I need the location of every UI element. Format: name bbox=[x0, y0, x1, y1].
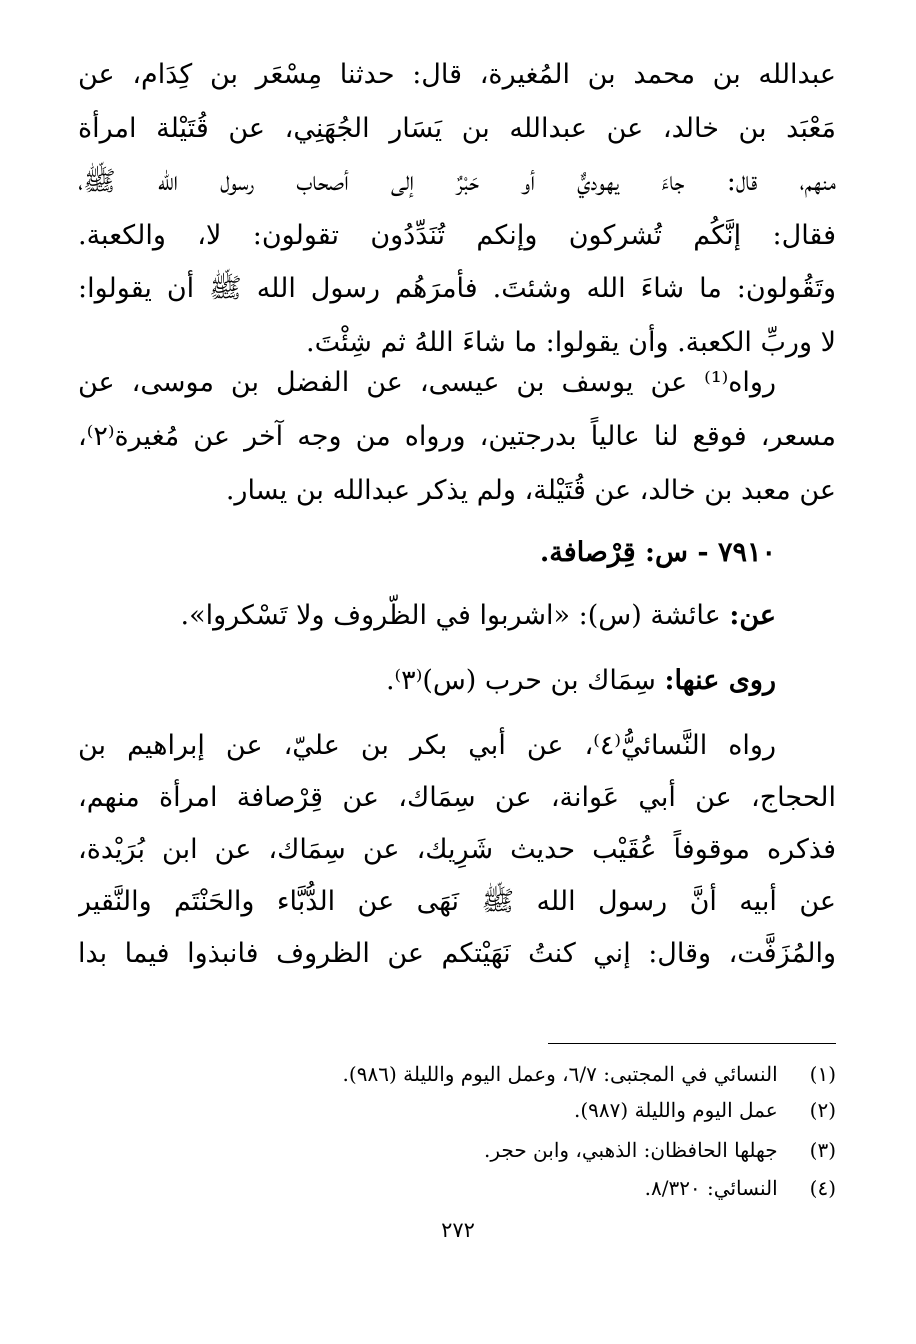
footnote bbox=[78, 1098, 836, 1122]
text-line: مسعر، فوقع لنا عالياً بدرجتين، ورواه من وجه آخر عن مُغيرة⁽٢⁾، bbox=[78, 421, 836, 452]
footnote bbox=[78, 1176, 836, 1200]
text-line: الحجاج، عن أبي عَوانة، عن سِمَاك، عن قِرْصافة امرأة منهم، bbox=[78, 782, 836, 813]
hadith-paragraph-1 bbox=[78, 48, 836, 369]
text-line: رواه النَّسائيُّ⁽٤⁾، عن أبي بكر بن عليّ، عن إبراهيم بن bbox=[78, 730, 776, 761]
text-line: لا وربِّ الكعبة. وأن يقولوا: ما شاءَ اللهُ ثم شِئْتَ. bbox=[306, 326, 836, 358]
text-line: رواه⁽¹⁾ عن يوسف بن عيسى، عن الفضل بن موسى، عن bbox=[78, 367, 776, 398]
text-line: عبدالله بن محمد بن المُغيرة، قال: حدثنا مِسْعَر بن كِدَام، عن bbox=[78, 59, 836, 90]
footnote-text: جهلها الحافظان: الذهبي، وابن حجر. bbox=[484, 1138, 778, 1162]
text-line: منهم، قال: جاءَ يهوديٌّ أو حَبْرٌ إلى أصحاب رسول الله ﷺ، bbox=[78, 166, 836, 197]
narrators-text: سِمَاك بن حرب (س)⁽٣⁾. bbox=[385, 665, 656, 696]
narration-paragraph bbox=[78, 356, 836, 518]
narrators-label: روى عنها: bbox=[664, 665, 776, 696]
footnote-number: (٣) bbox=[809, 1138, 836, 1162]
footnote-text: النسائي: ٨/٣٢٠. bbox=[644, 1176, 778, 1200]
footnote-divider bbox=[548, 1043, 836, 1044]
footnote-number: (٤) bbox=[809, 1176, 836, 1200]
text-line: وتَقُولون: ما شاءَ الله وشئتَ. فأمرَهُم رسول الله ﷺ أن يقولوا: bbox=[78, 273, 836, 304]
text-line: عن معبد بن خالد، عن قُتَيْلة، ولم يذكر عبدالله بن يسار. bbox=[225, 475, 836, 506]
footnote-text: عمل اليوم والليلة (٩٨٧). bbox=[574, 1098, 778, 1122]
entry-heading-text: ٧٩١٠ - س: قِرْصافة. bbox=[539, 537, 776, 568]
footnote-number: (٢) bbox=[809, 1098, 836, 1122]
narrators-line bbox=[78, 665, 836, 696]
hadith-paragraph-2 bbox=[78, 720, 836, 980]
text-line: والمُزَفَّت، وقال: إني كنتُ نَهَيْتكم عن الظروف فانبذوا فيما بدا bbox=[78, 938, 836, 969]
from-label: عن: bbox=[729, 600, 776, 631]
footnote bbox=[78, 1138, 836, 1162]
text-line: عن أبيه أنَّ رسول الله ﷺ نَهَى عن الدُّبَّاء والحَنْتَم والنَّقير bbox=[78, 886, 836, 917]
narrated-from-line bbox=[78, 600, 836, 631]
text-line: فقال: إنَّكُم تُشركون وإنكم تُنَدِّدُون تقولون: لا، والكعبة. bbox=[78, 219, 836, 251]
footnote bbox=[78, 1062, 836, 1086]
entry-heading bbox=[78, 537, 836, 568]
text-line: فذكره موقوفاً عُقَيْب حديث شَرِيك، عن سِمَاك، عن ابن بُرَيْدة، bbox=[78, 834, 836, 865]
from-text: عائشة (س): «اشربوا في الظّروف ولا تَسْكروا». bbox=[180, 600, 721, 631]
footnote-text: النسائي في المجتبى: ٦/٧، وعمل اليوم والليلة (٩٨٦). bbox=[342, 1062, 778, 1086]
text-line: مَعْبَد بن خالد، عن عبدالله بن يَسَار الجُهَنِي، عن قُتَيْلة امرأة bbox=[78, 112, 836, 144]
page-number: ٢٧٢ bbox=[441, 1218, 475, 1242]
footnote-number: (١) bbox=[809, 1062, 836, 1086]
